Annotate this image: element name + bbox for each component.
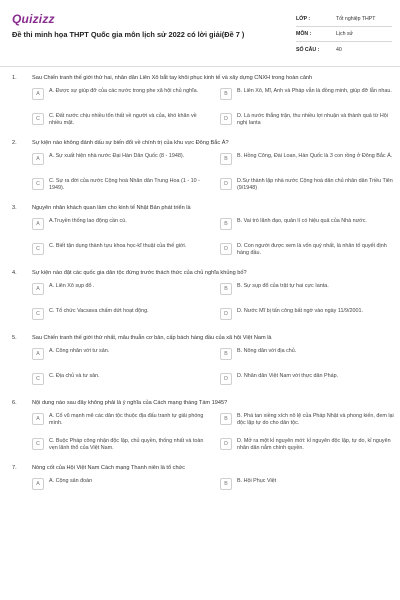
option-letter-box[interactable]: B (220, 478, 232, 490)
option-text: D. Là nước thắng trận, thu nhiều lợi nhuận và thành quả từ Hội nghị Ianta (237, 113, 388, 127)
option-letter-box[interactable]: B (220, 348, 232, 360)
answer-option[interactable] (32, 282, 208, 300)
option-letter-box[interactable]: A (32, 478, 44, 490)
option-letter-box[interactable]: A (32, 88, 44, 100)
option-letter-box[interactable]: D (220, 373, 232, 385)
option-text: C. Sự ra đời của nước Cộng hoà Nhân dân Trung Hoa (1 - 10 - 1949). (49, 178, 200, 192)
answer-option[interactable] (32, 372, 208, 390)
question-item (0, 204, 400, 260)
answer-options (12, 87, 392, 130)
option-text: A. Cổ vũ mạnh mẽ các dân tộc thuộc địa đấu tranh tự giải phóng mình. (49, 413, 204, 427)
meta-value: 40 (336, 46, 342, 53)
option-text: A. Được sự giúp đỡ của các nước trong phe xã hội chủ nghĩa. (49, 88, 199, 94)
question-text: Nòng cốt của Hội Việt Nam Cách mạng Thanh niên là tổ chức (32, 465, 186, 471)
answer-option[interactable] (32, 347, 208, 365)
meta-info (296, 12, 392, 57)
answer-option[interactable] (220, 347, 396, 365)
option-letter-box[interactable]: A (32, 283, 44, 295)
option-text: D.Sự thành lập nhà nước Cộng hoà dân chủ nhân dân Triều Tiên (9/1948) (237, 178, 393, 192)
option-text: B. Liên Xô, Mĩ, Anh và Pháp vẫn là đồng minh, giúp đỡ lẫn nhau. (237, 88, 392, 94)
option-text: C. Đất nước chịu nhiều tổn thất về người và của, khó khăn về nhiều mặt. (49, 113, 197, 127)
option-letter-box[interactable]: C (32, 373, 44, 385)
option-letter-box[interactable]: A (32, 153, 44, 165)
option-text: D. Con người được xem là vốn quý nhất, là nhân tố quyết định hàng đầu. (237, 243, 387, 257)
option-letter-box[interactable]: B (220, 218, 232, 230)
option-letter-box[interactable]: B (220, 88, 232, 100)
answer-options (12, 347, 388, 390)
answer-option[interactable] (32, 477, 208, 495)
option-text: C. Biết tận dụng thành tựu khoa học-kĩ thuật của thế giới. (49, 243, 187, 249)
question-number: 7. (12, 465, 17, 471)
question-text: Nguyên nhân khách quan làm cho kinh tế Nhật Bản phát triển là (32, 205, 191, 211)
option-text: C. Tổ chức Vacsava chấm dứt hoạt động. (49, 308, 149, 314)
option-letter-box[interactable]: A (32, 413, 44, 425)
option-text: B. Sự sụp đổ của trật tự hai cực Ianta. (237, 283, 329, 289)
option-text: A. Công nhân với tư sản. (49, 348, 110, 354)
option-text: A. Cộng sản đoàn (49, 478, 93, 484)
answer-option[interactable] (32, 437, 208, 455)
meta-value: Lịch sử (336, 31, 354, 37)
answer-option[interactable] (220, 242, 396, 260)
quizizz-logo: Quizizz (12, 12, 55, 26)
option-text: B. Phá tan xiềng xích nô lệ của Pháp Nhật và phong kiến, đem lại độc lập tự do cho dân tộc. (237, 413, 394, 427)
meta-value: Tốt nghiệp THPT (336, 16, 376, 22)
answer-option[interactable] (32, 152, 208, 170)
answer-options (12, 217, 388, 260)
worksheet-title: Đề thi minh họa THPT Quốc gia môn lịch sử 2022 có lời giải(Đề 7 ) (12, 30, 245, 39)
question-item (0, 269, 400, 325)
question-header (12, 399, 388, 407)
question-header (12, 74, 388, 82)
option-text: A. Liên Xô sụp đổ . (49, 283, 95, 289)
meta-label: MÔN : (296, 31, 312, 37)
question-text: Sau Chiến tranh thế giới thứ hai, nhân dân Liên Xô bắt tay khôi phục kinh tế và xây dựng CNXH trong hoàn cảnh (32, 75, 313, 81)
question-number: 6. (12, 400, 17, 406)
option-letter-box[interactable]: C (32, 178, 44, 190)
meta-row (296, 27, 392, 42)
option-text: A.Truyền thống lao động cần cù. (49, 218, 127, 224)
question-header (12, 334, 388, 342)
meta-row (296, 42, 392, 57)
option-text: B. Vai trò lãnh đạo, quản lí có hiệu quả của Nhà nước. (237, 218, 367, 224)
answer-option[interactable] (32, 177, 208, 195)
answer-option[interactable] (220, 152, 396, 170)
option-text: C. Buộc Pháp công nhận độc lập, chủ quyền, thống nhất và toàn vẹn lãnh thổ của Việt Nam. (49, 438, 204, 452)
answer-option[interactable] (220, 112, 396, 130)
question-text: Sự kiện nào không đánh dấu sự biến đổi về chính trị của khu vực Đông Bắc Á? (32, 140, 229, 146)
answer-option[interactable] (32, 412, 208, 430)
question-text: Sau Chiến tranh thế giới thứ nhất, mâu thuẫn cơ bản, cấp bách hàng đầu của xã hội Việt Nam là (32, 335, 272, 341)
option-letter-box[interactable]: B (220, 283, 232, 295)
answer-option[interactable] (32, 217, 208, 235)
question-number: 2. (12, 140, 17, 146)
header-divider (0, 66, 400, 67)
answer-option[interactable] (220, 87, 396, 105)
option-text: C. Địa chủ và tư sản. (49, 373, 100, 379)
answer-option[interactable] (220, 282, 396, 300)
answer-option[interactable] (32, 307, 208, 325)
question-number: 4. (12, 270, 17, 276)
question-item (0, 334, 400, 390)
question-header (12, 269, 388, 277)
worksheet-header (0, 0, 400, 66)
option-letter-box[interactable]: C (32, 113, 44, 125)
answer-option[interactable] (220, 477, 396, 495)
answer-option[interactable] (220, 372, 396, 390)
answer-option[interactable] (220, 177, 396, 195)
option-letter-box[interactable]: B (220, 153, 232, 165)
question-item (0, 139, 400, 195)
answer-option[interactable] (32, 242, 208, 260)
meta-row (296, 12, 392, 27)
option-letter-box[interactable]: D (220, 438, 232, 450)
option-letter-box[interactable]: C (32, 438, 44, 450)
question-list (0, 74, 400, 504)
answer-options (12, 282, 388, 325)
question-header (12, 139, 388, 147)
question-header (12, 204, 388, 212)
answer-options (12, 152, 393, 195)
answer-options (12, 412, 394, 455)
meta-label: LỚP : (296, 16, 311, 22)
question-item (0, 74, 400, 130)
option-letter-box[interactable]: A (32, 348, 44, 360)
answer-option[interactable] (32, 87, 208, 105)
answer-option[interactable] (220, 217, 396, 235)
question-text: Nội dung nào sau đây không phải là ý nghĩa của Cách mạng tháng Tám 1945? (32, 400, 228, 406)
answer-option[interactable] (220, 437, 396, 455)
question-number: 5. (12, 335, 17, 341)
option-letter-box[interactable]: C (32, 243, 44, 255)
question-number: 3. (12, 205, 17, 211)
option-letter-box[interactable]: A (32, 218, 44, 230)
option-text: B. Hồng Công, Đài Loan, Hàn Quốc là 3 con rồng ở Đông Bắc Á. (237, 153, 393, 159)
question-header (12, 464, 388, 472)
question-number: 1. (12, 75, 17, 81)
option-text: B. Hội Phục Việt (237, 478, 277, 484)
option-text: D. Nhân dân Việt Nam với thực dân Pháp. (237, 373, 339, 379)
question-item (0, 464, 400, 495)
option-text: B. Nông dân với địa chủ. (237, 348, 297, 354)
option-letter-box[interactable]: B (220, 413, 232, 425)
answer-option[interactable] (220, 412, 396, 430)
answer-options (12, 477, 388, 495)
question-item (0, 399, 400, 455)
option-letter-box[interactable]: D (220, 178, 232, 190)
option-letter-box[interactable]: D (220, 243, 232, 255)
option-text: A. Sự xuất hiện nhà nước Đại Hàn Dân Quốc (8 - 1948). (49, 153, 185, 159)
option-text: D. Nước Mĩ bị tấn công bất ngờ vào ngày 11/9/2001. (237, 308, 363, 314)
option-letter-box[interactable]: C (32, 308, 44, 320)
meta-label: SỐ CÂU : (296, 46, 320, 53)
answer-option[interactable] (220, 307, 396, 325)
option-letter-box[interactable]: D (220, 113, 232, 125)
question-text: Sự kiện nào đặt các quốc gia dân tộc đứng trước thách thức của chủ nghĩa khủng bố? (32, 270, 247, 276)
option-text: D. Mở ra một kỉ nguyên mới: kỉ nguyên độc lập, tự do, kỉ nguyên nhân dân nắm chính quyền. (237, 438, 391, 452)
answer-option[interactable] (32, 112, 208, 130)
option-letter-box[interactable]: D (220, 308, 232, 320)
